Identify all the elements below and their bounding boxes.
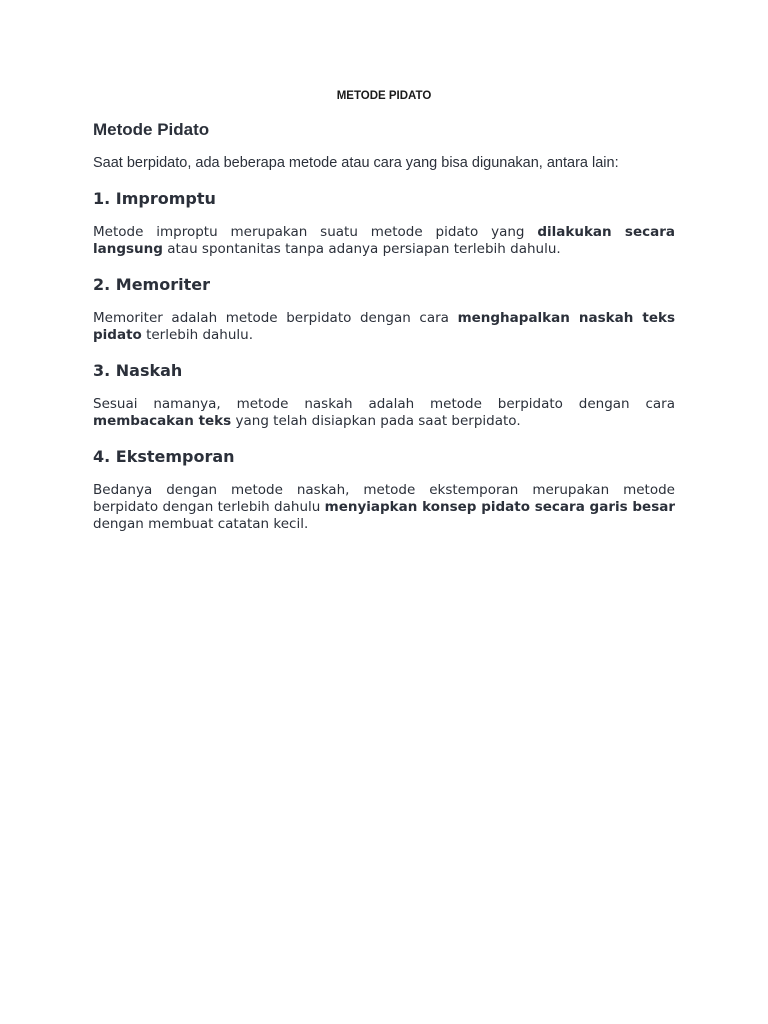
document-content [93,88,675,533]
paragraph-bold-text: menyiapkan konsep pidato secara garis besar [324,499,676,515]
paragraph-text: Bedanya dengan metode naskah, metode ekstemporan merupakan metode berpidato dengan terlebih dahulu [93,482,675,515]
paragraph-text: yang telah disiapkan pada saat berpidato. [231,413,521,429]
paragraph-bold-text: menghapalkan naskah teks pidato [93,310,675,343]
paragraph-text: Metode improptu merupakan suatu metode pidato yang [93,224,538,240]
intro-paragraph: Saat berpidato, ada beberapa metode atau cara yang bisa digunakan, antara lain: [93,155,619,171]
paragraph-bold-text: dilakukan secara langsung [93,224,675,257]
paragraph-text: atau spontanitas tanpa adanya persiapan terlebih dahulu. [162,241,561,257]
section-heading-memoriter: 2. Memoriter [93,275,210,294]
section-heading-naskah: 3. Naskah [93,361,183,380]
paragraph-text: dengan membuat catatan kecil. [93,516,309,532]
article-title: Metode Pidato [93,120,210,139]
section-paragraph-impromptu [93,224,675,258]
paragraph-text: Memoriter adalah metode berpidato dengan cara [93,310,458,326]
section-paragraph-memoriter [93,310,675,344]
paragraph-text: terlebih dahulu. [141,327,254,343]
section-heading-ekstemporan: 4. Ekstemporan [93,447,235,466]
paragraph-text: Sesuai namanya, metode naskah adalah metode berpidato dengan cara [93,396,675,412]
section-paragraph-naskah [93,396,675,430]
paragraph-bold-text: membacakan teks [93,413,232,429]
document-title: METODE PIDATO [336,90,432,102]
section-paragraph-ekstemporan [93,482,675,533]
section-heading-impromptu: 1. Impromptu [93,189,216,208]
